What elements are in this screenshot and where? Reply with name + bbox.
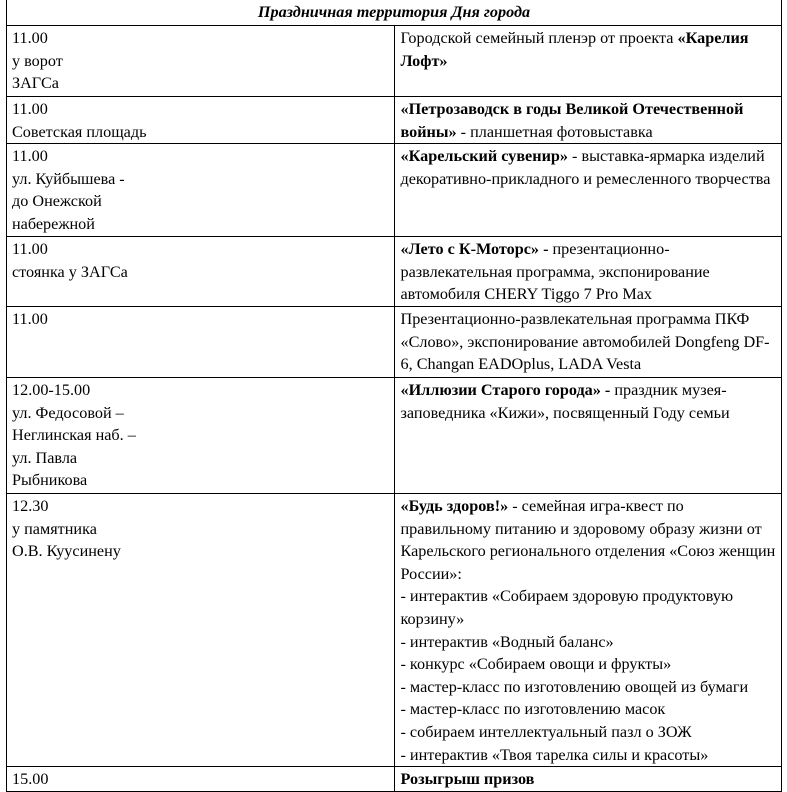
table-row — [7, 493, 782, 766]
schedule-table — [6, 0, 782, 792]
location-line: до Онежской — [12, 192, 102, 211]
table-row — [7, 377, 782, 493]
time-line: 15.00 — [12, 770, 49, 789]
description-cell — [394, 26, 782, 97]
time-line: 11.00 — [12, 309, 48, 328]
time-line: 11.00 — [12, 29, 48, 47]
list-item: - интерактив «Твоя тарелка силы и красоты» — [400, 745, 709, 764]
location-line: ул. Куйбышева - — [12, 169, 125, 188]
event-title: Розыгрыш призов — [400, 770, 535, 789]
description-cell — [394, 237, 782, 307]
description-cell — [394, 493, 782, 766]
event-title: «Иллюзии Старого города» - — [400, 380, 611, 399]
location-line: Советская площадь — [12, 122, 147, 141]
list-item: - собираем интеллектуальный пазл о ЗОЖ — [400, 722, 692, 741]
location-line: набережной — [12, 214, 95, 233]
description-text: - семейная игра-квест по правильному питанию и здоровому образу жизни от Карельского регионального отделения «Союз женщин России»: — [400, 496, 776, 583]
time-line: 12.00-15.00 — [12, 380, 91, 399]
description-cell — [394, 144, 782, 237]
description-text: презентационно-развлекательная программа, экспонирование автомобиля CHERY Tiggo 7 Pro Max — [400, 240, 710, 304]
description-cell — [394, 767, 782, 792]
description-cell — [394, 377, 782, 493]
description-cell — [394, 97, 782, 144]
time-line: 11.00 — [12, 147, 48, 166]
section-title: Праздничная территория Дня города — [7, 0, 782, 26]
table-row — [7, 144, 782, 237]
time-cell — [7, 97, 395, 144]
location-line: ул. Федосовой – — [12, 403, 124, 422]
time-cell — [7, 306, 395, 377]
time-line: 12.30 — [12, 496, 49, 515]
location-line: ул. Павла — [12, 448, 78, 467]
table-row — [7, 26, 782, 97]
description-text: - планшетная фотовыставка — [456, 122, 653, 141]
location-line: ЗАГСа — [12, 74, 59, 93]
event-title: «Лето с К-Моторс» - — [400, 240, 549, 259]
section-header-row — [7, 0, 782, 26]
time-cell — [7, 26, 395, 97]
table-row — [7, 306, 782, 377]
time-cell — [7, 493, 395, 766]
location-line: О.В. Куусинену — [12, 542, 121, 561]
event-title: «Карелия Лофт» — [400, 29, 749, 70]
event-title: «Петрозаводск в годы Великой Отечественной войны» — [400, 100, 744, 141]
description-text: - выставка-ярмарка изделий декоративно-прикладного и ремесленного творчества — [400, 147, 771, 188]
location-line: стоянка у ЗАГСа — [12, 262, 128, 281]
list-item: - мастер-класс по изготовлению масок — [400, 700, 666, 719]
time-cell — [7, 237, 395, 307]
location-line: у памятника — [12, 519, 97, 538]
event-title: «Будь здоров!» — [400, 496, 509, 515]
time-cell — [7, 144, 395, 237]
list-item: - конкурс «Собираем овощи и фрукты» — [400, 655, 672, 674]
table-row — [7, 237, 782, 307]
time-line: 11.00 — [12, 100, 48, 118]
time-line: 11.00 — [12, 240, 48, 259]
list-item: - мастер-класс по изготовлению овощей из бумаги — [400, 677, 749, 696]
list-item: - интерактив «Собираем здоровую продуктовую корзину» — [400, 587, 734, 628]
time-cell — [7, 767, 395, 792]
table-row — [7, 97, 782, 144]
description-cell — [394, 306, 782, 377]
event-title: «Карельский сувенир» — [400, 147, 568, 166]
time-cell — [7, 377, 395, 493]
description-text: Городской семейный пленэр от проекта — [400, 29, 678, 47]
location-line: у ворот — [12, 51, 63, 70]
description-text: Презентационно-развлекательная программа ПКФ «Слово», экспонирование автомобилей Dongfeng DF-6, Changan EADOplus, LADA Vesta — [400, 309, 770, 374]
location-line: Рыбникова — [12, 471, 88, 490]
description-text: праздник музея-заповедника «Кижи», посвященный Году семьи — [400, 380, 730, 422]
list-item: - интерактив «Водный баланс» — [400, 632, 614, 651]
table-row — [7, 767, 782, 792]
location-line: Неглинская наб. – — [12, 426, 136, 445]
